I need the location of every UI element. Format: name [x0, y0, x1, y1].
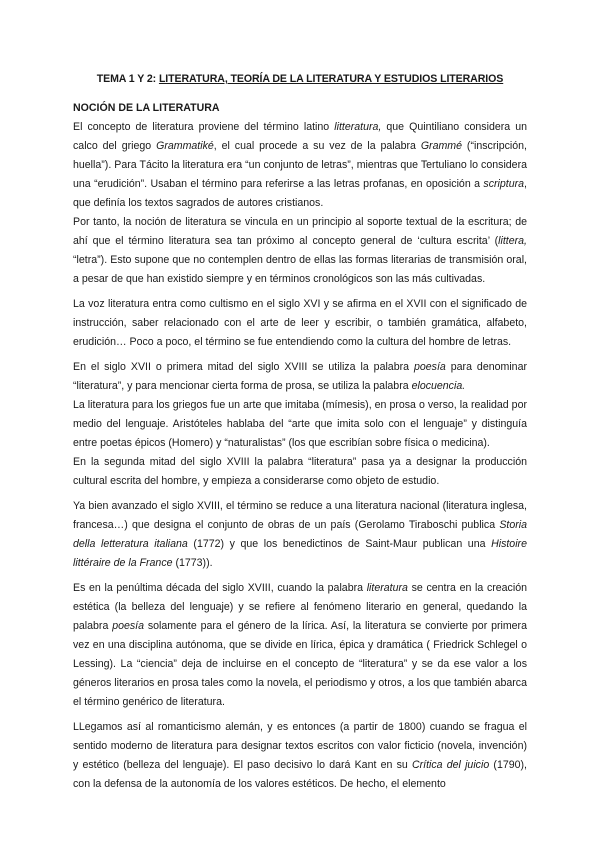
- paragraph-1: El concepto de literatura proviene del término latino litteratura, que Quintiliano considera un calco del griego Grammatiké, el cual procede a su vez de la palabra Grammé (“inscripción, huella”). Para Tácito la literatura era “un conjunto de letras”, mientras que Tertuliano lo considera una “erudición”. Usaban el término para referirse a las letras profanas, en oposición a scriptura, que definía los textos sagrados de autores cristianos.: [73, 121, 527, 209]
- paragraph-4b: La literatura para los griegos fue un arte que imitaba (mímesis), en prosa o verso, la realidad por medio del lenguaje. Aristóteles hablaba del “arte que imita solo con el lenguaje” y distinguía entre poetas épicos (Homero) y “naturalistas” (los que escribían sobre física o medicina).: [73, 399, 527, 449]
- paragraph-5: Ya bien avanzado el siglo XVIII, el término se reduce a una literatura nacional (literatura inglesa, francesa…) que designa el conjunto de obras de un país (Gerolamo Tiraboschi publica Storia della letteratura italiana (1772) y que los benedictinos de Saint-Maur publican una Histoire littéraire de la France (1773)).: [73, 500, 527, 569]
- paragraph-4: En el siglo XVII o primera mitad del siglo XVIII se utiliza la palabra poesía para denominar “literatura”, y para mencionar cierta forma de prosa, se utiliza la palabra elocuencia.: [73, 361, 527, 392]
- section-heading: NOCIÓN DE LA LITERATURA: [73, 102, 220, 114]
- paragraph-4c: En la segunda mitad del siglo XVIII la palabra “literatura” pasa ya a designar la producción cultural escrita del hombre, y empieza a considerarse como objeto de estudio.: [73, 456, 527, 487]
- title-prefix: TEMA 1 Y 2:: [96, 73, 159, 85]
- paragraph-6: Es en la penúltima década del siglo XVIII, cuando la palabra literatura se centra en la creación estética (la belleza del lenguaje) y se refiere al fenómeno literario en general, quedando la palabra poesía solamente para el género de la lírica. Así, la literatura se convierte por primera vez en una disciplina autónoma, que se divide en lírica, épica y dramática ( Friedrick Schlegel o Lessing). La “ciencia” deja de incluirse en el concepto de “literatura” y se da ese valor a los géneros literarios en prosa tales como la novela, el periodismo y otros, a los que también abarca el término genérico de literatura.: [73, 582, 527, 708]
- title-underlined: LITERATURA, TEORÍA DE LA LITERATURA Y ESTUDIOS LITERARIOS: [158, 73, 504, 85]
- paragraph-7: LLegamos así al romanticismo alemán, y es entonces (a partir de 1800) cuando se fragua el sentido moderno de literatura para designar textos escritos con valor ficticio (novela, invención) y estético (belleza del lenguaje). El paso decisivo lo dará Kant en su Crítica del juicio (1790), con la defensa de la autonomía de los valores estéticos. De hecho, el elemento: [73, 721, 527, 790]
- paragraph-2: Por tanto, la noción de literatura se vincula en un principio al soporte textual de la escritura; de ahí que el término literatura sea tan próximo al concepto general de ‘cultura escrita’ (littera, “letra”). Esto supone que no contemplen dentro de ellas las formas literarias de transmisión oral, a pesar de que han existido siempre y en términos cronológicos son las más cultivadas.: [73, 216, 527, 285]
- document-title: [73, 70, 527, 89]
- paragraph-3: La voz literatura entra como cultismo en el siglo XVI y se afirma en el XVII con el significado de instrucción, saber relacionado con el arte de leer y escribir, o también gramática, alfabeto, erudición… Poco a poco, el término se fue entendiendo como la cultura del hombre de letras.: [73, 298, 527, 348]
